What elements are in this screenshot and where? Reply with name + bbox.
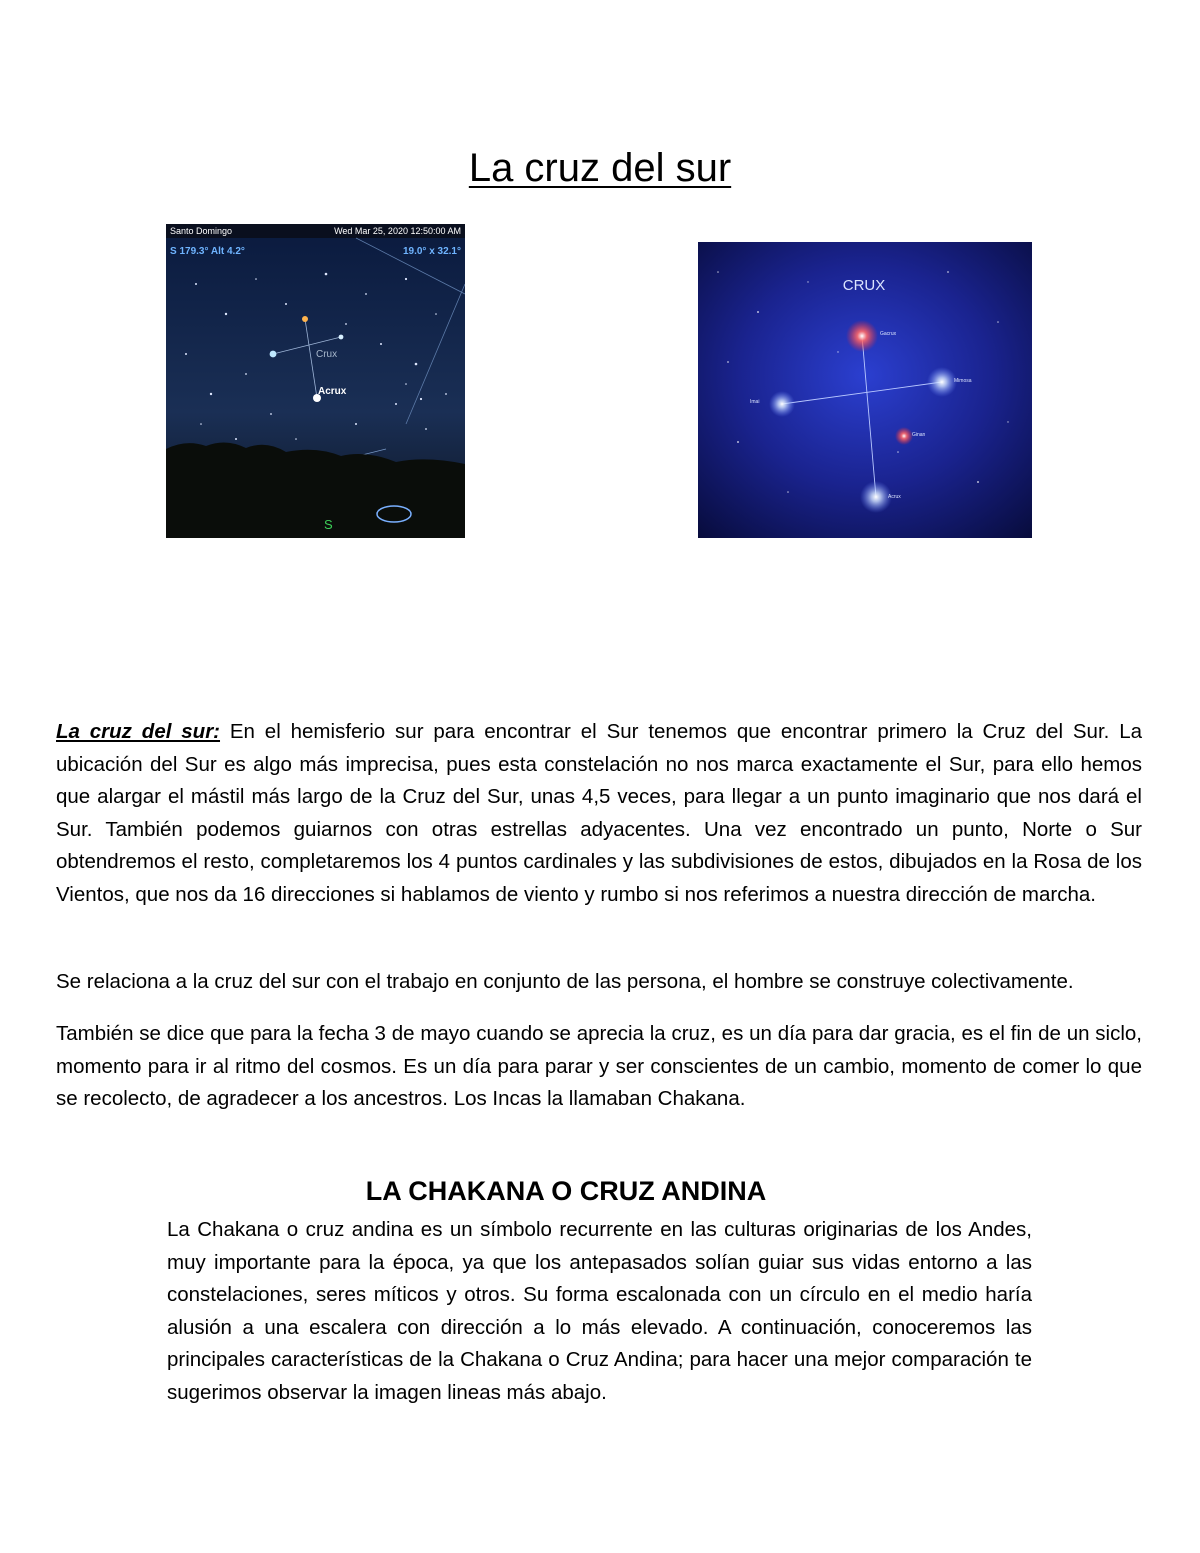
imai-star <box>769 391 795 417</box>
star-label-ginan: Ginan <box>912 432 926 438</box>
mimosa-star <box>927 367 957 397</box>
acrux-label: Acrux <box>318 386 347 397</box>
location-label: Santo Domingo <box>170 226 233 236</box>
page-title: La cruz del sur <box>468 146 732 190</box>
crux-title-label: CRUX <box>842 277 886 294</box>
mimosa-star <box>270 351 277 358</box>
delta-crucis-star <box>339 335 344 340</box>
star-label-acrux: Acrux <box>888 494 901 500</box>
datetime-label: Wed Mar 25, 2020 12:50:00 AM <box>334 226 461 236</box>
compass-label: S <box>324 517 333 532</box>
gacrux-star <box>302 316 308 322</box>
section-heading-chakana: LA CHAKANA O CRUZ ANDINA <box>365 1176 767 1206</box>
ginan-star <box>895 427 913 445</box>
paragraph-chakana: La Chakana o cruz andina es un símbolo recurrente en las culturas originarias de los Andes, muy importante para la época, ya que los antepasados solían guiar sus vidas entorno a las constelaciones, seres míticos y otros. Su forma escalonada con un círculo en el medio haría alusión a una escalera con dirección a lo más elevado. A continuación, conoceremos las principales características de la Chakana o Cruz Andina; para hacer una mejor comparación te sugerimos observar la imagen lineas más abajo. <box>167 1218 1032 1404</box>
crux-illustration-image <box>698 242 1032 538</box>
paragraph-may-3: También se dice que para la fecha 3 de mayo cuando se aprecia la cruz, es un día para dar gracia, es el fin de un siclo, momento para ir al ritmo del cosmos. Es un día para parar y ser conscientes de un cambio, momento de comer lo que se recolecto, de agradecer a los ancestros. Los Incas la llamaban Chakana. <box>56 1022 1142 1110</box>
star-label-mimosa: Mimosa <box>954 378 972 384</box>
crux-label: Crux <box>316 349 338 360</box>
paragraph-collective: Se relaciona a la cruz del sur con el trabajo en conjunto de las persona, el hombre se construye colectivamente. <box>56 970 1074 993</box>
coords-left-label: S 179.3° Alt 4.2° <box>170 246 245 257</box>
intro-paragraph <box>56 716 1142 911</box>
gacrux-star <box>846 320 878 352</box>
intro-text: En el hemisferio sur para encontrar el Sur tenemos que encontrar primero la Cruz del Sur. La ubicación del Sur es algo más imprecisa, pues esta constelación no nos marca exactamente el Sur, para ello hemos que alargar el mástil más largo de la Cruz del Sur, unas 4,5 veces, para llegar a un punto imaginario que nos dará el Sur. También podemos guiarnos con otras estrellas adyacentes. Una vez encontrado un punto, Norte o Sur obtendremos el resto, completaremos los 4 puntos cardinales y las subdivisiones de estos, dibujados en la Rosa de los Vientos, que nos da 16 direcciones si hablamos de viento y rumbo si nos referimos a nuestra dirección de marcha. <box>56 720 1143 906</box>
intro-lead: La cruz del sur: <box>56 720 221 743</box>
star-label-gacrux: Gacrux <box>880 331 897 337</box>
star-label-imai: Imai <box>750 399 760 405</box>
coords-right-label: 19.0° x 32.1° <box>402 246 461 257</box>
sky-map-image <box>166 224 465 538</box>
